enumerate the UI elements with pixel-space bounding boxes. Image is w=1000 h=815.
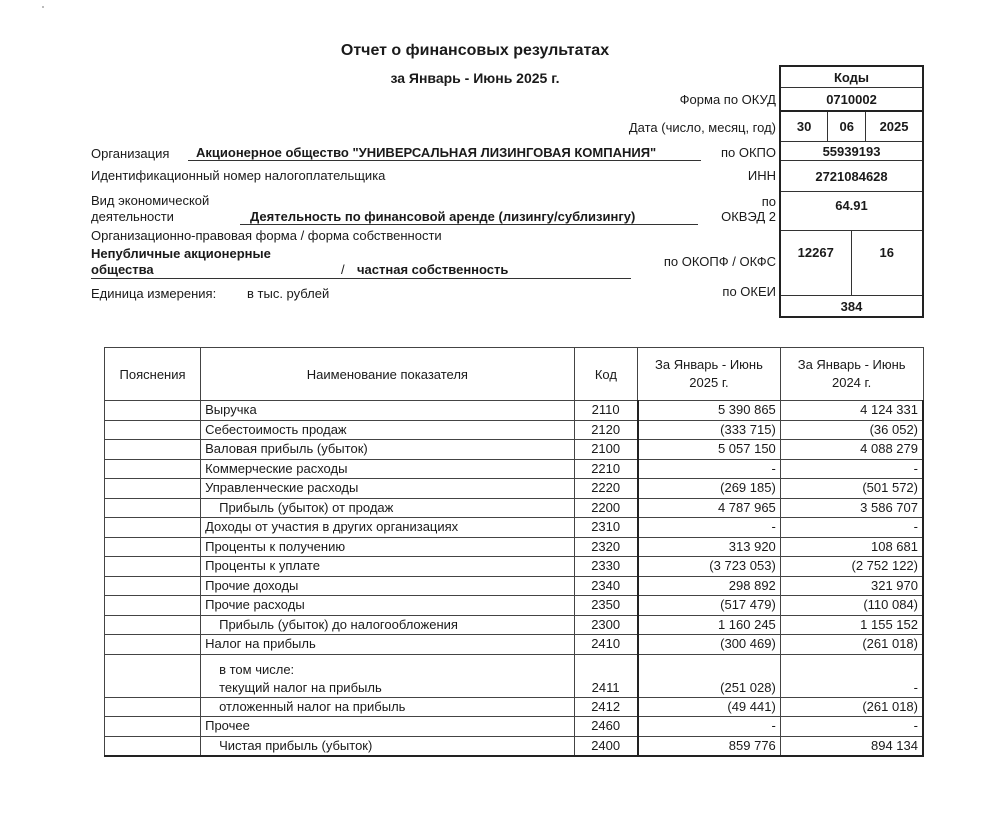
row-previous-value: - <box>780 654 923 697</box>
okud-code: 0710002 <box>780 88 923 112</box>
table-row <box>105 498 924 518</box>
legal-form-line2: общества <box>91 262 154 277</box>
okved-label-line1: по <box>761 194 776 209</box>
col-code-header: Код <box>574 348 637 401</box>
row-name: Валовая прибыль (убыток) <box>201 440 575 460</box>
row-name: Прибыль (убыток) от продаж <box>201 498 575 518</box>
row-name <box>201 654 575 697</box>
row-name-text: текущий налог на прибыль <box>219 679 382 695</box>
row-current-value: 5 057 150 <box>638 440 781 460</box>
row-code: 2120 <box>574 420 637 440</box>
row-note <box>105 498 201 518</box>
inn-code: 2721084628 <box>780 161 923 192</box>
row-code: 2412 <box>574 697 637 717</box>
row-note <box>105 596 201 616</box>
row-name: Прочее <box>201 717 575 737</box>
row-previous-value: (261 018) <box>780 635 923 655</box>
okfs-code: 16 <box>851 231 923 296</box>
col-previous-header <box>780 348 923 401</box>
row-previous-value: - <box>780 459 923 479</box>
activity-label-line2: деятельности <box>91 209 174 224</box>
ownership-value: частная собственность <box>357 262 509 277</box>
row-code: 2200 <box>574 498 637 518</box>
row-code: 2110 <box>574 401 637 421</box>
row-previous-value: - <box>780 518 923 538</box>
row-code: 2320 <box>574 537 637 557</box>
okei-code: 384 <box>780 296 923 318</box>
row-note <box>105 459 201 479</box>
row-name: Прочие расходы <box>201 596 575 616</box>
row-note <box>105 615 201 635</box>
okud-label: Форма по ОКУД <box>679 92 776 107</box>
row-current-value: 298 892 <box>638 576 781 596</box>
row-previous-value: - <box>780 717 923 737</box>
row-current-value: 313 920 <box>638 537 781 557</box>
okved-code: 64.91 <box>780 192 923 231</box>
row-note <box>105 401 201 421</box>
row-note <box>105 440 201 460</box>
row-current-value: (300 469) <box>638 635 781 655</box>
row-previous-value: (110 084) <box>780 596 923 616</box>
financial-results-table <box>104 347 924 757</box>
row-code: 2411 <box>574 654 637 697</box>
row-note <box>105 736 201 756</box>
row-name: Доходы от участия в других организациях <box>201 518 575 538</box>
row-code: 2460 <box>574 717 637 737</box>
col-previous-header-line2: 2024 г. <box>831 375 872 390</box>
activity-value: Деятельность по финансовой аренде (лизингу/сублизингу) <box>240 209 698 225</box>
legal-form-label: Организационно-правовая форма / форма собственности <box>91 228 442 243</box>
col-current-header-line1: За Январь - Июнь <box>655 357 763 372</box>
col-name-header: Наименование показателя <box>201 348 575 401</box>
okved-label <box>721 194 776 224</box>
org-name: Акционерное общество "УНИВЕРСАЛЬНАЯ ЛИЗИНГОВАЯ КОМПАНИЯ" <box>188 145 701 161</box>
table-row <box>105 557 924 577</box>
row-current-value: (251 028) <box>638 654 781 697</box>
table-row <box>105 420 924 440</box>
table-row <box>105 518 924 538</box>
legal-form-line1: Непубличные акционерные <box>91 246 271 261</box>
row-code: 2210 <box>574 459 637 479</box>
date-year: 2025 <box>866 111 923 142</box>
row-name: Проценты к получению <box>201 537 575 557</box>
table-row <box>105 479 924 499</box>
table-row <box>105 440 924 460</box>
row-previous-value: 4 088 279 <box>780 440 923 460</box>
row-note <box>105 420 201 440</box>
row-name: Проценты к уплате <box>201 557 575 577</box>
row-current-value: - <box>638 459 781 479</box>
row-note <box>105 537 201 557</box>
row-code: 2100 <box>574 440 637 460</box>
table-row <box>105 697 924 717</box>
row-note <box>105 697 201 717</box>
row-code: 2340 <box>574 576 637 596</box>
unit-label: Единица измерения: <box>91 286 217 301</box>
report-period: за Январь - Июнь 2025 г. <box>390 70 560 86</box>
okopf-label: по ОКОПФ / ОКФС <box>663 254 776 269</box>
activity-label-line1: Вид экономической <box>91 193 210 208</box>
row-previous-value: 1 155 152 <box>780 615 923 635</box>
row-name-prefix: в том числе: <box>219 661 295 677</box>
row-name: Управленческие расходы <box>201 479 575 499</box>
row-name: Налог на прибыль <box>201 635 575 655</box>
row-current-value: 1 160 245 <box>638 615 781 635</box>
date-day: 30 <box>780 111 828 142</box>
row-code: 2220 <box>574 479 637 499</box>
row-name: Коммерческие расходы <box>201 459 575 479</box>
row-current-value: (269 185) <box>638 479 781 499</box>
okved-label-line2: ОКВЭД 2 <box>721 209 776 224</box>
col-note-header: Пояснения <box>105 348 201 401</box>
inn-label: Идентификационный номер налогоплательщика <box>91 168 386 183</box>
table-row <box>105 736 924 756</box>
table-header-row <box>105 348 924 401</box>
col-current-header-line2: 2025 г. <box>689 375 729 390</box>
col-previous-header-line1: За Январь - Июнь <box>797 357 906 372</box>
row-name: отложенный налог на прибыль <box>201 697 575 717</box>
row-previous-value: (36 052) <box>780 420 923 440</box>
table-row <box>105 401 924 421</box>
row-previous-value: 3 586 707 <box>780 498 923 518</box>
row-previous-value: 894 134 <box>780 736 923 756</box>
row-name: Прочие доходы <box>201 576 575 596</box>
row-current-value: - <box>638 717 781 737</box>
row-name: Себестоимость продаж <box>201 420 575 440</box>
okopf-code: 12267 <box>780 231 851 296</box>
unit-value: в тыс. рублей <box>247 286 330 301</box>
table-row <box>105 615 924 635</box>
table-row <box>105 654 924 697</box>
row-code: 2300 <box>574 615 637 635</box>
row-current-value: (333 715) <box>638 420 781 440</box>
row-code: 2400 <box>574 736 637 756</box>
row-code: 2350 <box>574 596 637 616</box>
legal-form-line <box>91 262 631 279</box>
row-name: Выручка <box>201 401 575 421</box>
row-note <box>105 557 201 577</box>
row-current-value: 4 787 965 <box>638 498 781 518</box>
row-previous-value: 321 970 <box>780 576 923 596</box>
row-code: 2410 <box>574 635 637 655</box>
row-previous-value: (261 018) <box>780 697 923 717</box>
date-month: 06 <box>828 111 866 142</box>
row-note <box>105 654 201 697</box>
row-previous-value: 4 124 331 <box>780 401 923 421</box>
row-previous-value: (501 572) <box>780 479 923 499</box>
row-code: 2330 <box>574 557 637 577</box>
legal-form-separator: / <box>341 262 345 277</box>
row-code: 2310 <box>574 518 637 538</box>
table-row <box>105 537 924 557</box>
okei-label: по ОКЕИ <box>722 284 776 299</box>
inn-code-label: ИНН <box>747 168 776 183</box>
row-note <box>105 635 201 655</box>
row-current-value: 5 390 865 <box>638 401 781 421</box>
row-current-value: (49 441) <box>638 697 781 717</box>
row-note <box>105 717 201 737</box>
codes-table <box>779 65 924 318</box>
row-note <box>105 479 201 499</box>
okpo-code: 55939193 <box>780 142 923 161</box>
row-note <box>105 576 201 596</box>
codes-heading: Коды <box>780 66 923 88</box>
row-name: Чистая прибыль (убыток) <box>201 736 575 756</box>
table-row <box>105 596 924 616</box>
row-current-value: (517 479) <box>638 596 781 616</box>
scan-speck <box>42 6 44 8</box>
row-name: Прибыль (убыток) до налогообложения <box>201 615 575 635</box>
row-previous-value: 108 681 <box>780 537 923 557</box>
row-note <box>105 518 201 538</box>
row-current-value: - <box>638 518 781 538</box>
report-title: Отчет о финансовых результатах <box>340 42 610 59</box>
table-row <box>105 717 924 737</box>
col-current-header <box>638 348 781 401</box>
okpo-label: по ОКПО <box>720 145 776 160</box>
row-previous-value: (2 752 122) <box>780 557 923 577</box>
row-current-value: (3 723 053) <box>638 557 781 577</box>
date-label: Дата (число, месяц, год) <box>628 120 776 135</box>
table-row <box>105 635 924 655</box>
table-row <box>105 576 924 596</box>
row-current-value: 859 776 <box>638 736 781 756</box>
org-label: Организация <box>91 146 170 161</box>
table-row <box>105 459 924 479</box>
